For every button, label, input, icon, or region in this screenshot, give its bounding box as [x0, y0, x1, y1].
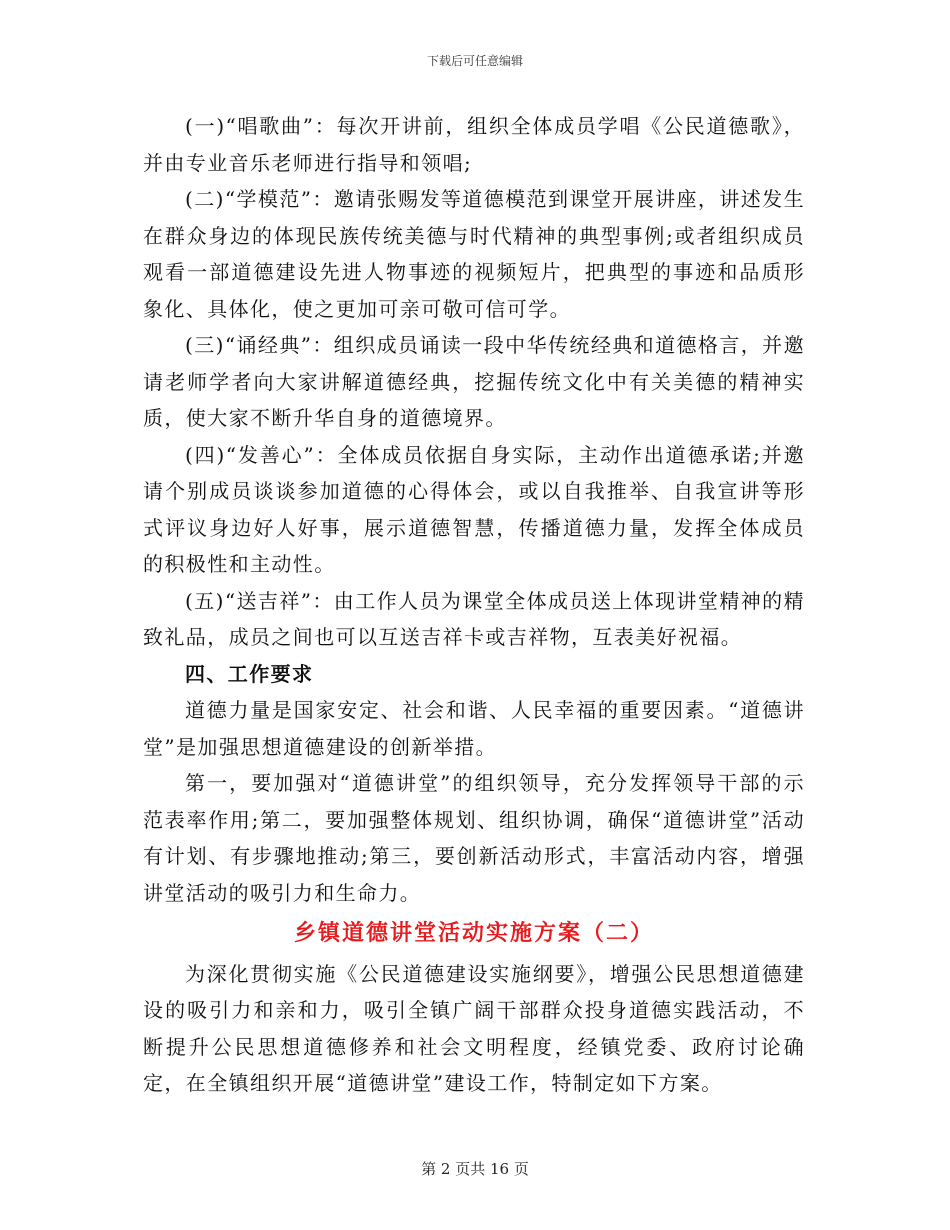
page-header-note: 下载后可任意编辑 [426, 54, 523, 68]
paragraph-requirements: 第一，要加强对“道德讲堂”的组织领导，充分发挥领导干部的示范表率作用;第二，要加强整体规划、组织协调，确保“道德讲堂”活动有计划、有步骤地推动;第三，要创新活动形式，丰富活动内容，增强讲堂活动的吸引力和生命力。 [143, 771, 805, 905]
paragraph-introduction: 为深化贯彻实施《公民道德建设实施纲要》，增强公民思想道德建设的吸引力和亲和力，吸引全镇广阔干部群众投身道德实践活动，不断提升公民思想道德修养和社会文明程度，经镇党委、政府讨论确定，在全镇组织开展“道德讲堂”建设工作，特制定如下方案。 [143, 961, 805, 1095]
page-number-footer: 第 2 页共 16 页 [421, 1160, 529, 1178]
paragraph-learn-models: (二)“学模范”：邀请张赐发等道德模范到课堂开展讲座，讲述发生在群众身边的体现民族传统美德与时代精神的典型事例;或者组织成员观看一部道德建设先进人物事迹的视频短片，把典型的事迹和品质形象化、具体化，使之更加可亲可敬可信可学。 [143, 187, 805, 321]
paragraph-moral-power: 道德力量是国家安定、社会和谐、人民幸福的重要因素。“道德讲堂”是加强思想道德建设的创新举措。 [143, 698, 805, 759]
section-heading-work-requirements: 四、工作要求 [185, 661, 314, 686]
paragraph-good-heart: (四)“发善心”：全体成员依据自身实际，主动作出道德承诺;并邀请个别成员谈谈参加道德的心得体会，或以自我推举、自我宣讲等形式评议身边好人好事，展示道德智慧，传播道德力量，发挥全体成员的积极性和主动性。 [143, 442, 805, 576]
paragraph-send-blessings: (五)“送吉祥”：由工作人员为课堂全体成员送上体现讲堂精神的精致礼品，成员之间也可以互送吉祥卡或吉祥物，互表美好祝福。 [143, 588, 805, 649]
document-title: 乡镇道德讲堂活动实施方案（二） [293, 920, 654, 946]
paragraph-recite-classics: (三)“诵经典”：组织成员诵读一段中华传统经典和道德格言，并邀请老师学者向大家讲解道德经典，挖掘传统文化中有关美德的精神实质，使大家不断升华自身的道德境界。 [143, 333, 805, 430]
paragraph-sing-songs: (一)“唱歌曲”：每次开讲前，组织全体成员学唱《公民道德歌》，并由专业音乐老师进行指导和领唱; [143, 114, 805, 175]
document-body [143, 108, 805, 1102]
